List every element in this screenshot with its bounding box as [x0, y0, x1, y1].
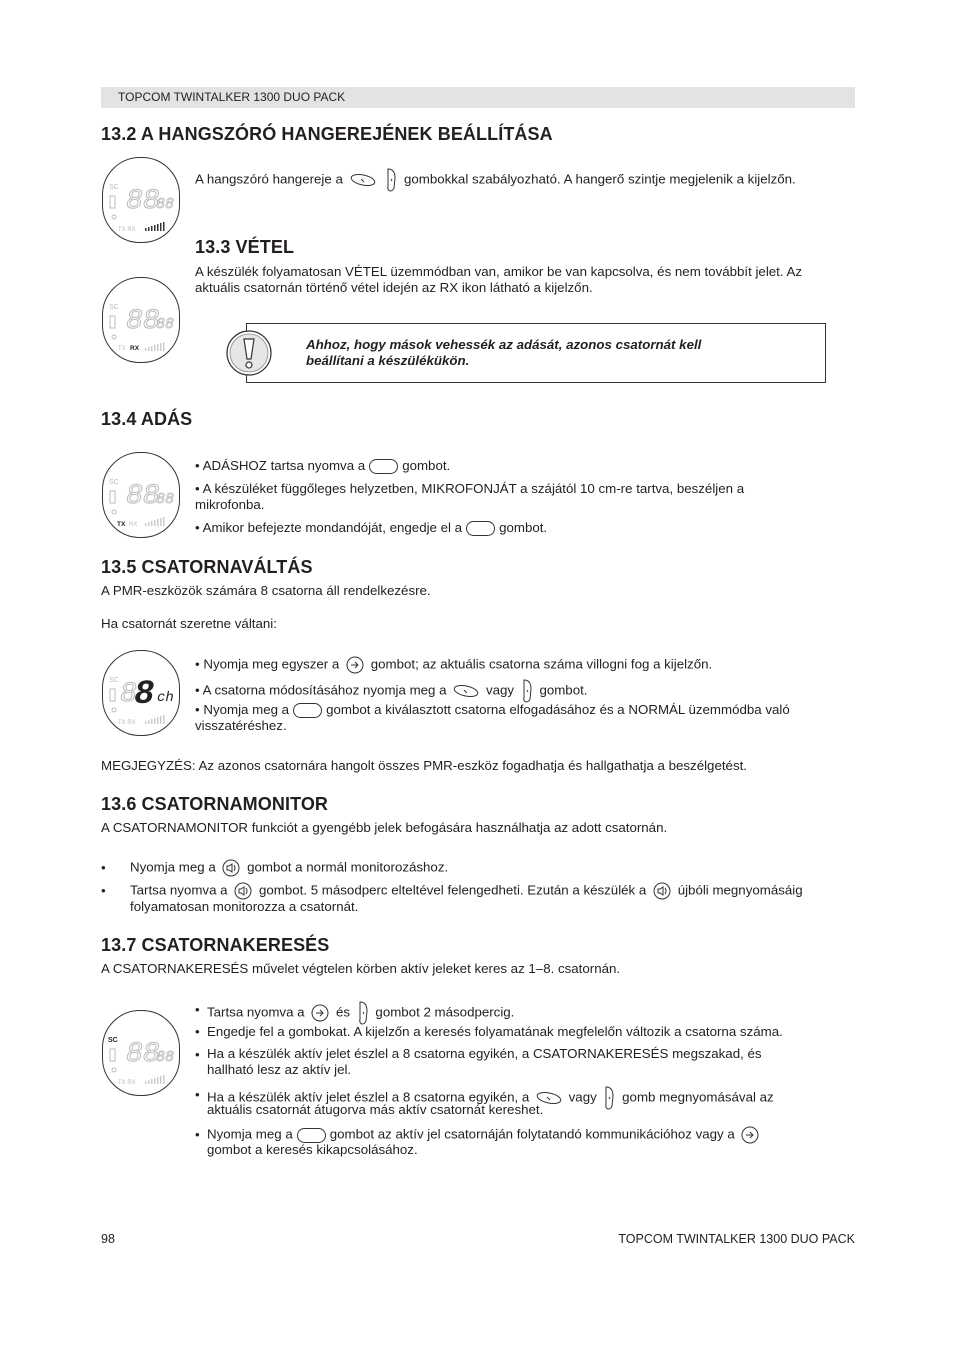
section-heading-13-5: 13.5 CSATORNAVÁLTÁS: [101, 557, 313, 577]
ch-bullet2-start: • A csatorna módosításához nyomja meg a: [195, 682, 447, 698]
channels-change-intro: Ha csatornát szeretne váltani:: [101, 616, 277, 631]
scan-bullet1-start: Tartsa nyomva a: [207, 1004, 305, 1020]
tx-bullet2-line1: • A készüléket függőleges helyzetben, MIKROFONJÁT a szájától 10 cm-re tartva, beszéljen a: [195, 481, 745, 496]
scan-bullet4-line2: aktuális csatornát átugorva más aktív csatornát kereshet.: [207, 1102, 544, 1117]
scan-bullet3-line1: Ha a készülék aktív jelet észlel a 8 csatorna egyikén, a CSATORNAKERESÉS megszakad, és: [207, 1046, 762, 1061]
note-line2: beállítani a készülékükön.: [306, 353, 470, 368]
up-button-icon: [603, 1086, 615, 1110]
up-button-icon: [385, 168, 397, 192]
ch-bullet1-start: • Nyomja meg egyszer a: [195, 656, 340, 672]
lcd-display-scan: [102, 1010, 180, 1096]
tx-bullet3-start: • Amikor befejezte mondandóját, engedje el a: [195, 520, 463, 535]
menu-button-icon: [346, 656, 364, 674]
page-number: 98: [101, 1232, 115, 1246]
svg-text:88: 88: [156, 196, 175, 213]
scan-bullet3-line2: hallható lesz az aktív jel.: [207, 1062, 352, 1077]
menu-button-icon: [741, 1126, 759, 1144]
svg-text:88: 88: [156, 1049, 175, 1066]
reception-paragraph-line1: A készülék folyamatosan VÉTEL üzemmódban van, amikor be van kapcsolva, és nem továbbít jelet. Az: [195, 264, 803, 279]
bullet-dot: •: [195, 1002, 200, 1017]
ptt-button-icon: [297, 1128, 326, 1143]
channel-remark: MEGJEGYZÉS: Az azonos csatornára hangolt összes PMR-eszköz fogadhatja és hallgathatja a beszélgetést.: [101, 758, 747, 773]
tx-bullet1-end: gombot.: [402, 458, 451, 473]
lcd-display-tx: [102, 452, 180, 538]
monitor-button-icon: [653, 882, 671, 900]
exclamation-icon: [225, 329, 273, 382]
ch-bullet2-end: gombot.: [539, 682, 588, 698]
ch-bullet1-end: gombot; az aktuális csatorna száma villogni fog a kijelzőn.: [370, 656, 713, 672]
section-heading-13-6: 13.6 CSATORNAMONITOR: [101, 794, 329, 814]
up-button-icon: [521, 679, 533, 703]
mon-bullet2-end: újbóli megnyomásáig: [677, 882, 803, 898]
svg-text:RX: RX: [129, 522, 138, 528]
bullet-dot: •: [101, 883, 106, 898]
section-heading-13-2: 13.2 A HANGSZÓRÓ HANGEREJÉNEK BEÁLLÍTÁSA: [101, 124, 553, 144]
ptt-button-icon: [369, 459, 398, 474]
svg-text:SC: SC: [109, 677, 119, 684]
svg-text:88: 88: [156, 491, 175, 508]
svg-text:TX: TX: [118, 346, 126, 352]
monitor-button-icon: [234, 882, 252, 900]
scan-bullet5-mid: gombot az aktív jel csatornáján folytatandó kommunikációhoz vagy a: [329, 1126, 735, 1142]
svg-text:TX RX: TX RX: [118, 1080, 136, 1086]
scan-bullet4-or: vagy: [568, 1089, 597, 1105]
tx-indicator: TX: [117, 521, 126, 528]
scan-intro: A CSATORNAKERESÉS művelet végtelen körben aktív jeleket keres az 1–8. csatornán.: [101, 961, 621, 976]
tx-bullet3-end: gombot.: [499, 520, 548, 535]
sc-indicator: SC: [108, 1037, 118, 1044]
section-heading-13-4: 13.4 ADÁS: [101, 409, 193, 429]
tx-bullet1-start: • ADÁSHOZ tartsa nyomva a: [195, 458, 366, 473]
running-footer: TOPCOM TWINTALKER 1300 DUO PACK: [618, 1232, 855, 1246]
svg-text:88: 88: [126, 481, 160, 512]
scan-bullet1-and: és: [335, 1004, 351, 1020]
channels-intro: A PMR-eszközök számára 8 csatorna áll rendelkezésre.: [101, 583, 431, 598]
volume-text-start: A hangszóró hangereje a: [195, 171, 343, 187]
ch-bullet3-start: • Nyomja meg a: [195, 702, 290, 717]
bullet-dot: •: [101, 860, 106, 875]
svg-text:88: 88: [126, 186, 160, 217]
rx-indicator: RX: [130, 345, 140, 352]
svg-text:TX RX: TX RX: [118, 227, 136, 233]
svg-text:88: 88: [126, 1039, 160, 1070]
down-button-icon: [453, 684, 479, 698]
svg-text:88: 88: [156, 316, 175, 333]
svg-text:SC: SC: [109, 304, 119, 311]
lcd-sc-label: SC: [109, 184, 119, 191]
tx-bullet2-line2: mikrofonba.: [195, 497, 265, 512]
ch-bullet3-line2: visszatéréshez.: [195, 718, 287, 733]
scan-bullet2: Engedje fel a gombokat. A kijelzőn a keresés folyamatának megfelelőn változik a csatorna száma.: [207, 1024, 783, 1039]
svg-text:SC: SC: [109, 479, 119, 486]
running-header: TOPCOM TWINTALKER 1300 DUO PACK: [101, 87, 855, 108]
section-heading-13-3: 13.3 VÉTEL: [195, 237, 295, 257]
svg-text:8: 8: [134, 676, 155, 714]
mon-bullet2-line2: folyamatosan monitorozza a csatornát.: [130, 899, 359, 914]
lcd-display-volume-icon: [102, 157, 180, 243]
up-button-icon: [357, 1001, 369, 1025]
bullet-dot: •: [195, 1047, 200, 1062]
reception-paragraph-line2: aktuális csatornán történő vétel idején az RX ikon látható a kijelzőn.: [195, 280, 593, 295]
volume-text-end: gombokkal szabályozható. A hangerő szintje megjelenik a kijelzőn.: [403, 171, 796, 187]
ch-bullet3-end: gombot a kiválasztott csatorna elfogadásához és a NORMÁL üzemmódba való: [326, 702, 790, 717]
bullet-dot: •: [195, 1127, 200, 1142]
bullet-dot: •: [195, 1024, 200, 1039]
scan-bullet5-line2: gombot a keresés kikapcsolásához.: [207, 1142, 418, 1157]
section-heading-13-7: 13.7 CSATORNAKERESÉS: [101, 935, 330, 955]
monitor-button-icon: [222, 859, 240, 877]
bullet-dot: •: [195, 1087, 200, 1102]
ptt-button-icon: [466, 521, 495, 536]
lcd-display-channel: [102, 650, 180, 736]
ch-bullet2-or: vagy: [485, 682, 515, 698]
scan-bullet1-end: gombot 2 másodpercig.: [375, 1004, 515, 1020]
note-line1: Ahhoz, hogy mások vehessék az adását, azonos csatornát kell: [306, 337, 702, 352]
scan-bullet4-start: Ha a készülék aktív jelet észlel a 8 csatorna egyikén, a: [207, 1089, 530, 1105]
mon-bullet1-start: Nyomja meg a: [130, 859, 216, 875]
svg-text:88: 88: [126, 306, 160, 337]
mon-bullet2-start: Tartsa nyomva a: [130, 882, 228, 898]
scan-bullet5-start: Nyomja meg a: [207, 1126, 293, 1142]
svg-text:TX RX: TX RX: [118, 720, 136, 726]
mon-bullet1-end: gombot a normál monitorozáshoz.: [247, 859, 449, 875]
lcd-display-rx: [102, 277, 180, 363]
menu-button-icon: [311, 1004, 329, 1022]
svg-text:8: 8: [120, 679, 137, 710]
down-button-icon: [350, 173, 376, 187]
mon-bullet2-mid: gombot. 5 másodperc elteltével felengedheti. Ezután a készülék a: [258, 882, 647, 898]
scan-bullet4-end: gomb megnyomásával az: [622, 1089, 774, 1105]
ptt-button-icon: [293, 703, 322, 718]
channel-ch-label: ch: [157, 690, 174, 706]
monitor-intro: A CSATORNAMONITOR funkciót a gyengébb jelek befogására használhatja az adott csatornán.: [101, 820, 668, 835]
